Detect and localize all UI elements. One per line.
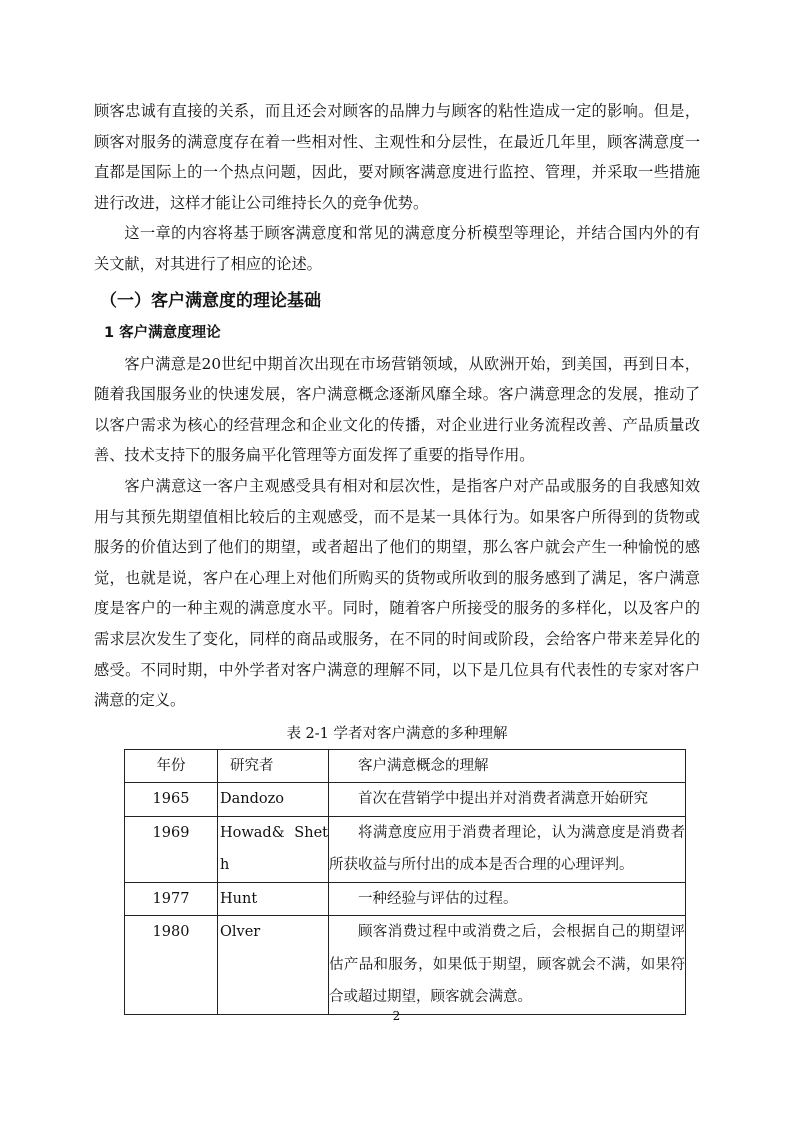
- cell-researcher: Hunt: [218, 882, 329, 916]
- section-heading: （一）客户满意度的理论基础: [100, 290, 321, 311]
- cell-year: 1980: [125, 916, 218, 1015]
- cell-definition-text: 顾客消费过程中或消费之后，会根据自己的期望评估产品和服务，如果低于期望，顾客就会不满，如果符合或超过期望，顾客就会满意。: [329, 924, 685, 1006]
- body-paragraph-1: 客户满意是20世纪中期首次出现在市场营销领域，从欧洲开始，到美国，再到日本，随着我国服务业的快速发展，客户满意概念逐渐风靡全球。客户满意理念的发展，推动了以客户需求为核心的经营理念和企业文化的传播，对企业进行业务流程改善、产品质量改善、技术支持下的服务扁平化管理等方面发挥了重要的指导作用。: [94, 354, 700, 465]
- cell-definition: [329, 816, 686, 882]
- cell-researcher: Howad& Sheth: [218, 816, 329, 882]
- intro-paragraph-2: 这一章的内容将基于顾客满意度和常见的满意度分析模型等理论，并结合国内外的有关文献，对其进行了相应的论述。: [94, 224, 700, 273]
- table-row: [125, 882, 686, 916]
- cell-year: 1965: [125, 783, 218, 817]
- cell-definition: [329, 916, 686, 1015]
- header-year: 年份: [125, 749, 218, 783]
- table-row: [125, 816, 686, 882]
- header-researcher: 研究者: [218, 749, 329, 783]
- page-content: [94, 96, 700, 1015]
- cell-researcher: Olver: [218, 916, 329, 1015]
- cell-definition-text: 一种经验与评估的过程。: [358, 890, 518, 907]
- header-definition-text: 客户满意概念的理解: [358, 757, 489, 774]
- cell-definition: [329, 882, 686, 916]
- page-number: 2: [392, 1009, 401, 1023]
- body-paragraph-2: 客户满意这一客户主观感受具有相对和层次性，是指客户对产品或服务的自我感知效用与其预先期望值相比较后的主观感受，而不是某一具体行为。如果客户所得到的货物或服务的价值达到了他们的期望，或者超出了他们的期望，那么客户就会产生一种愉悦的感觉，也就是说，客户在心理上对他们所购买的货物或所收到的服务感到了满足，客户满意度是客户的一种主观的满意度水平。同时，随着客户所接受的服务的多样化，以及客户的需求层次发生了变化，同样的商品或服务，在不同的时间或阶段，会给客户带来差异化的感受。不同时期，中外学者对客户满意的理解不同，以下是几位具有代表性的专家对客户满意的定义。: [94, 476, 700, 710]
- cell-definition-text: 将满意度应用于消费者理论，认为满意度是消费者所获收益与所付出的成本是否合理的心理评判。: [329, 824, 685, 874]
- definitions-table: [124, 749, 686, 1015]
- header-definition: [329, 749, 686, 783]
- table-header-row: [125, 749, 686, 783]
- cell-year: 1969: [125, 816, 218, 882]
- table-caption: 表 2-1 学者对客户满意的多种理解: [286, 725, 508, 742]
- cell-definition-text: 首次在营销学中提出并对消费者满意开始研究: [358, 791, 648, 808]
- subsection-heading: 1 客户满意度理论: [104, 324, 221, 341]
- cell-definition: [329, 783, 686, 817]
- cell-year: 1977: [125, 882, 218, 916]
- cell-researcher: Dandozo: [218, 783, 329, 817]
- intro-paragraph-1: 顾客忠诚有直接的关系，而且还会对顾客的品牌力与顾客的粘性造成一定的影响。但是，顾客对服务的满意度存在着一些相对性、主观性和分层性，在最近几年里，顾客满意度一直都是国际上的一个热点问题，因此，要对顾客满意度进行监控、管理，并采取一些措施进行改进，这样才能让公司维持长久的竞争优势。: [94, 102, 700, 212]
- table-row: [125, 783, 686, 817]
- table-row: [125, 916, 686, 1015]
